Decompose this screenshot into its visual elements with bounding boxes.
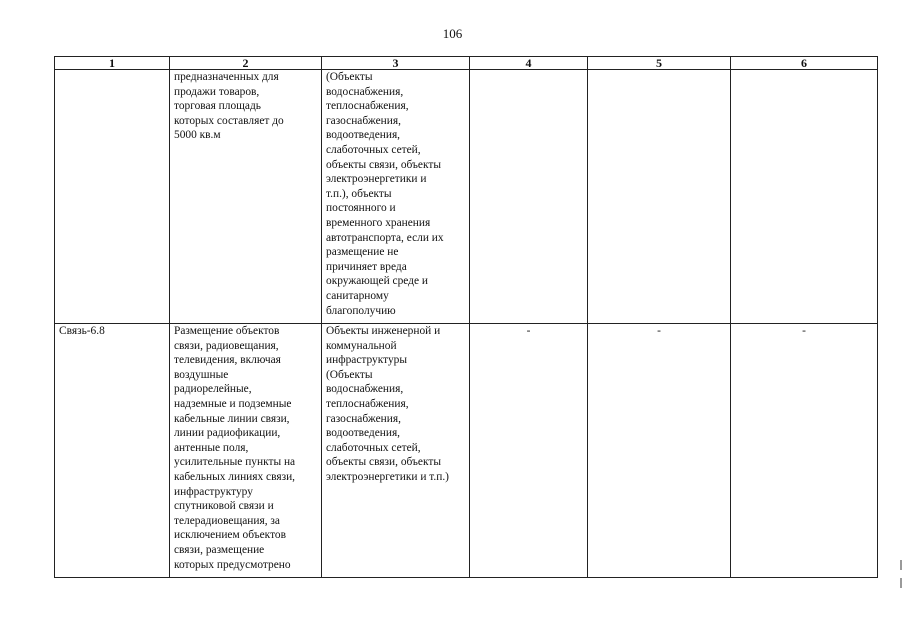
- regulations-table: [54, 56, 878, 578]
- row-description-cell: Размещение объектов связи, радиовещания, телевидения, включая воздушные радиорелейные, надземные и подземные кабельные линии связи, линии радиофикации, антенные поля, усилительные пункты на кабельных линиях связи, инфраструктуру спутниковой связи и телерадиовещания, за исключением объектов связи, размещение которых предусмотрено: [170, 324, 322, 578]
- column-header-2: 2: [170, 57, 322, 70]
- scan-edge-mark: [900, 578, 902, 588]
- row-param-5-cell: -: [588, 324, 731, 578]
- row-param-4-cell: [470, 70, 588, 324]
- row-description-cell: предназначенных для продажи товаров, торговая площадь которых составляет до 5000 кв.м: [170, 70, 322, 324]
- row-auxiliary-uses-cell: (Объекты водоснабжения, теплоснабжения, газоснабжения, водоотведения, слаботочных сетей, объекты связи, объекты электроэнергетики и т.п.), объекты постоянного и временного хранения автотранспорта, если их размещение не причиняет вреда окружающей среде и санитарному благополучию: [322, 70, 470, 324]
- column-header-5: 5: [588, 57, 731, 70]
- page-number: 106: [442, 26, 463, 41]
- row-code-cell: [55, 70, 170, 324]
- row-param-6-cell: -: [731, 324, 878, 578]
- row-code-cell: Связь-6.8: [55, 324, 170, 578]
- column-header-4: 4: [470, 57, 588, 70]
- table-row: [55, 70, 878, 324]
- row-param-4-cell: -: [470, 324, 588, 578]
- table-header-row: [55, 57, 878, 70]
- column-header-3: 3: [322, 57, 470, 70]
- scan-edge-mark: [900, 560, 902, 570]
- row-param-6-cell: [731, 70, 878, 324]
- table-row: [55, 324, 878, 578]
- row-auxiliary-uses-cell: Объекты инженерной и коммунальной инфраструктуры (Объекты водоснабжения, теплоснабжения, газоснабжения, водоотведения, слаботочных сетей, объекты связи, объекты электроэнергетики и т.п.): [322, 324, 470, 578]
- column-header-6: 6: [731, 57, 878, 70]
- column-header-1: 1: [55, 57, 170, 70]
- row-param-5-cell: [588, 70, 731, 324]
